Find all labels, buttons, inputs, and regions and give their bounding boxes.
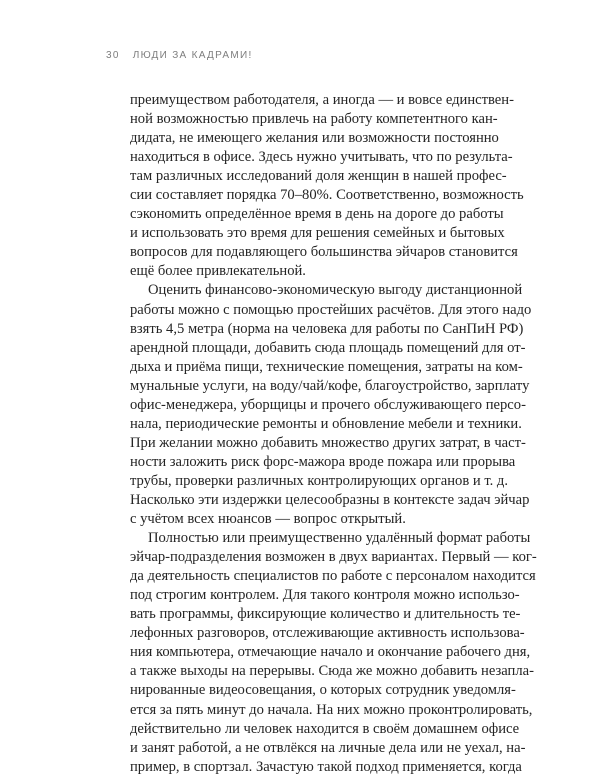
text-line: ния компьютера, отмечающие начало и окончание рабочего дня, [130,644,531,661]
text-line: пример, в спортзал. Зачастую такой подход применяется, когда [130,758,522,775]
text-line: там различных исследований доля женщин в нашей профес- [130,168,507,185]
text-line: под строгим контролем. Для такого контроля можно использо- [130,587,520,604]
text-line: Полностью или преимущественно удалённый формат работы [148,530,531,547]
text-line: ности заложить риск форс-мажора вроде пожара или прорыва [130,453,516,470]
text-line: трубы, проверки различных контролирующих органов и т. д. [130,472,508,489]
paragraph [130,281,532,529]
text-line: работы можно с помощью простейших расчётов. Для этого надо [130,301,532,318]
text-line: Оценить финансово-экономическую выгоду дистанционной [148,282,523,299]
text-line: преимуществом работодателя, а иногда — и вовсе единствен- [130,92,514,108]
text-line: ещё более привлекательной. [130,263,306,280]
text-line: ется за пять минут до начала. На них можно проконтролировать, [130,701,533,718]
text-line: ной возможностью привлечь на работу компетентного кан- [130,111,498,128]
text-line: эйчар-подразделения возможен в двух вариантах. Первый — ког- [130,549,537,566]
text-line: да деятельность специалистов по работе с персоналом находится [130,568,536,585]
text-line: нала, периодические ремонты и обновление мебели и техники. [130,415,522,432]
running-title: ЛЮДИ ЗА КАДРАМИ! [132,50,253,61]
text-line: При желании можно добавить множество других затрат, в част- [130,434,526,451]
text-line: действительно ли человек находится в своём домашнем офисе [130,720,520,737]
text-line: сэкономить определённое время в день на дороге до работы [130,206,504,223]
text-line: а также выходы на перерывы. Сюда же можно добавить незапла- [130,663,534,680]
text-line: и использовать это время для решения семейных и бытовых [130,225,505,242]
text-line: Насколько эти издержки целесообразны в контексте задач эйчар [130,491,530,508]
text-line: офис-менеджера, уборщицы и прочего обслуживающего персо- [130,396,526,413]
running-head [106,50,253,61]
text-line: и занят работой, а не отвлёкся на личные дела или не уехал, на- [130,739,526,756]
paragraph [130,529,537,777]
text-line: нированные видеосовещания, о которых сотрудник уведомля- [130,682,516,699]
text-line: лефонных разговоров, отслеживающие активность использова- [130,625,525,642]
text-line: сии составляет порядка 70–80%. Соответственно, возможность [130,187,524,204]
text-line: дыха и приёма пищи, технические помещения, затраты на ком- [130,358,523,375]
text-line: с учётом всех нюансов — вопрос открытый. [130,511,406,528]
paragraph [130,91,524,281]
page-number: 30 [106,50,120,61]
text-line: мунальные услуги, на воду/чай/кофе, благоустройство, зарплату [130,377,530,394]
text-line: вопросов для подавляющего большинства эйчаров становится [130,244,518,261]
text-line: дидата, не имеющего желания или возможности постоянно [130,130,499,147]
body-text [130,91,537,777]
text-line: вать программы, фиксирующие количество и длительность те- [130,606,521,623]
text-line: взять 4,5 метра (норма на человека для работы по СанПиН РФ) [130,320,524,337]
text-line: находиться в офисе. Здесь нужно учитывать, что по результа- [130,149,513,166]
text-line: арендной площади, добавить сюда площадь помещений для от- [130,339,526,356]
